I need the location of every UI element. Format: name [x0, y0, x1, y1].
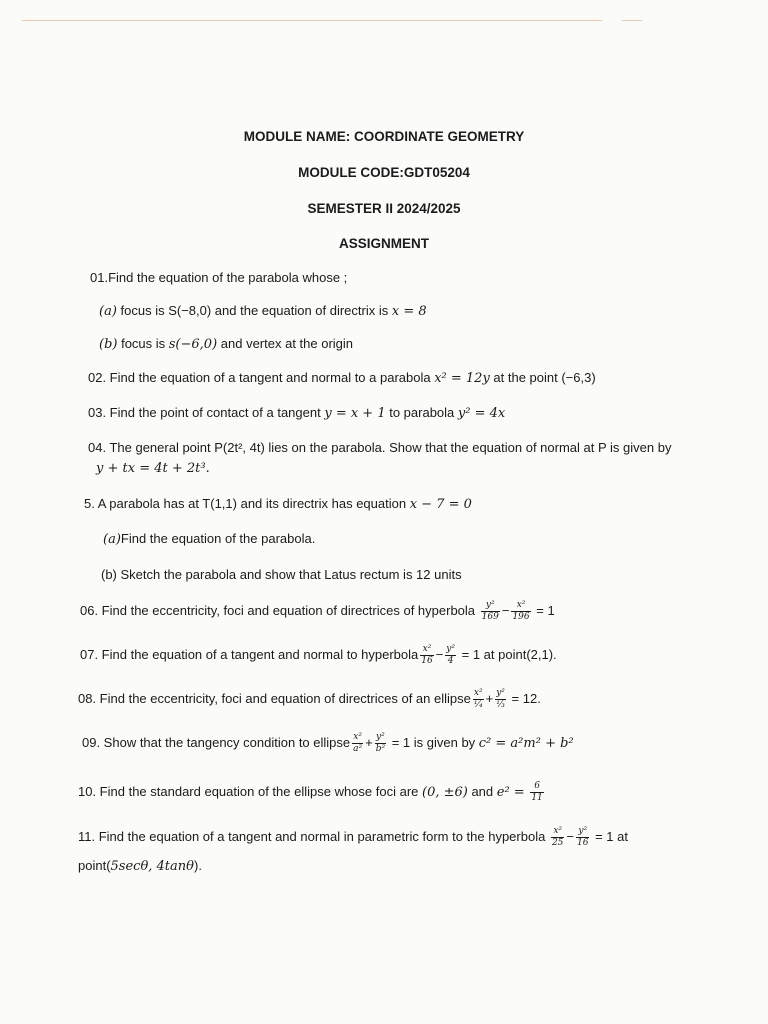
question-01-a [99, 303, 427, 320]
question-11-line2-math: 5secθ, 4tanθ [110, 859, 194, 874]
fraction-denominator: ¹⁄₃ [496, 700, 505, 710]
fraction-denominator: 16 [577, 838, 589, 848]
scan-artifact-line [22, 20, 602, 21]
question-03-math: y = x + 1 [324, 406, 386, 421]
question-02-text2: at the point (−6,3) [489, 370, 596, 385]
fraction-numerator: x² [511, 600, 530, 612]
question-02-text: 02. Find the equation of a tangent and normal to a parabola [88, 370, 435, 385]
question-11-line2-text: point( [78, 858, 111, 873]
question-01-b-text2: and vertex at the origin [217, 336, 354, 351]
fraction-denominator: ¹⁄₄ [473, 700, 483, 710]
question-11-end: = 1 at [595, 828, 628, 844]
question-04 [88, 440, 671, 456]
question-11-line2 [78, 858, 202, 875]
fraction-numerator: 6 [530, 781, 543, 793]
question-04-line2 [96, 460, 210, 477]
question-07-fraction-2 [445, 644, 456, 667]
question-03-text: 03. Find the point of contact of a tangent [88, 405, 325, 420]
question-05-a [103, 531, 315, 548]
question-03-text2: to parabola [385, 405, 458, 420]
question-01-b-label: (b) [99, 337, 118, 352]
module-code-heading: MODULE CODE:GDT05204 [298, 165, 470, 180]
fraction-numerator: x² [551, 826, 564, 838]
question-06-fraction-2 [511, 600, 530, 623]
question-08-fraction-2 [495, 688, 506, 711]
fraction-denominator: 4 [447, 656, 454, 666]
question-09-fraction-1 [352, 732, 363, 755]
question-02 [88, 370, 596, 387]
fraction-numerator: y² [481, 600, 500, 612]
fraction-denominator: 25 [551, 838, 564, 848]
question-07-end: = 1 at point(2,1). [461, 646, 557, 662]
question-05-a-text: Find the equation of the parabola. [120, 531, 316, 546]
fraction-denominator: b² [375, 744, 386, 754]
question-05-math: x − 7 = 0 [409, 497, 472, 512]
operator: − [435, 646, 444, 662]
fraction-numerator: y² [446, 644, 455, 654]
fraction-denominator: 196 [512, 612, 530, 622]
question-03 [88, 405, 505, 422]
question-10 [78, 781, 546, 804]
fraction-numerator: y² [376, 732, 385, 742]
fraction-denominator: a² [353, 744, 363, 754]
question-05-text: 5. A parabola has at T(1,1) and its directrix has equation [84, 496, 410, 511]
question-04-math: y + tx = 4t + 2t³. [96, 461, 210, 476]
question-11-fraction-2 [576, 826, 589, 849]
question-08 [78, 688, 541, 711]
question-01-b-math: s(−6,0) [168, 337, 218, 352]
question-10-math2: e² = [496, 784, 525, 800]
question-06 [80, 600, 555, 623]
question-01-a-math: x = 8 [391, 304, 427, 319]
fraction-denominator: 16 [421, 656, 433, 666]
question-10-text: 10. Find the standard equation of the ellipse whose foci are [78, 783, 422, 799]
operator: − [566, 828, 574, 844]
question-11-text: 11. Find the equation of a tangent and normal in parametric form to the hyperbola [78, 828, 546, 844]
question-08-fraction-1 [473, 688, 484, 711]
question-11-fraction-1 [551, 826, 564, 849]
fraction-numerator: x² [420, 644, 433, 656]
question-07-text: 07. Find the equation of a tangent and normal to hyperbola [80, 646, 419, 662]
question-06-end: = 1 [536, 602, 555, 618]
question-05-b [101, 567, 462, 583]
question-01 [90, 270, 347, 286]
question-10-fraction [530, 781, 543, 804]
fraction-numerator: x² [473, 688, 483, 698]
question-06-text: 06. Find the eccentricity, foci and equation of directrices of hyperbola [80, 602, 476, 618]
semester-heading: SEMESTER II 2024/2025 [307, 201, 461, 216]
question-09 [82, 732, 574, 755]
question-01-b-text: focus is [117, 336, 169, 351]
question-01-a-label: (a) [99, 304, 117, 319]
scan-artifact-line-right [622, 20, 642, 21]
question-01-b [99, 336, 353, 353]
question-09-text: 09. Show that the tangency condition to ellipse [82, 734, 351, 750]
question-01-text: 01.Find the equation of the parabola whose ; [90, 270, 348, 285]
question-04-text: 04. The general point P(2t², 4t) lies on the parabola. Show that the equation of normal at P is given by [88, 440, 672, 455]
fraction-numerator: x² [353, 732, 362, 742]
question-05-a-label: (a) [103, 532, 121, 547]
question-01-a-text: focus is S(−8,0) and the equation of directrix is [116, 303, 392, 318]
question-09-fraction-2 [375, 732, 386, 755]
question-06-fraction-1 [481, 600, 500, 623]
question-09-end: = 1 is given by [391, 734, 479, 750]
module-name-heading: MODULE NAME: COORDINATE GEOMETRY [243, 129, 525, 144]
question-10-math: (0, ±6) [422, 784, 468, 800]
fraction-numerator: y² [496, 688, 505, 698]
operator: + [365, 734, 373, 750]
assignment-heading: ASSIGNMENT [338, 236, 429, 251]
operator: + [485, 690, 494, 706]
question-07 [80, 644, 557, 667]
question-05 [84, 496, 472, 513]
fraction-denominator: 169 [481, 612, 499, 622]
question-10-text2: and [467, 783, 497, 799]
question-11 [78, 826, 628, 849]
fraction-denominator: 11 [531, 793, 543, 803]
question-03-math2: y² = 4x [457, 406, 506, 421]
question-09-math: c² = a²m² + b² [478, 735, 574, 751]
question-05-b-text: (b) Sketch the parabola and show that Latus rectum is 12 units [101, 567, 462, 582]
question-08-text: 08. Find the eccentricity, foci and equation of directrices of an ellipse [78, 690, 471, 706]
question-11-line2-end: ). [193, 858, 202, 873]
question-02-math: x² = 12y [434, 371, 490, 386]
question-07-fraction-1 [420, 644, 433, 667]
operator: − [501, 602, 510, 618]
fraction-numerator: y² [576, 826, 589, 838]
question-08-end: = 12. [511, 690, 541, 706]
